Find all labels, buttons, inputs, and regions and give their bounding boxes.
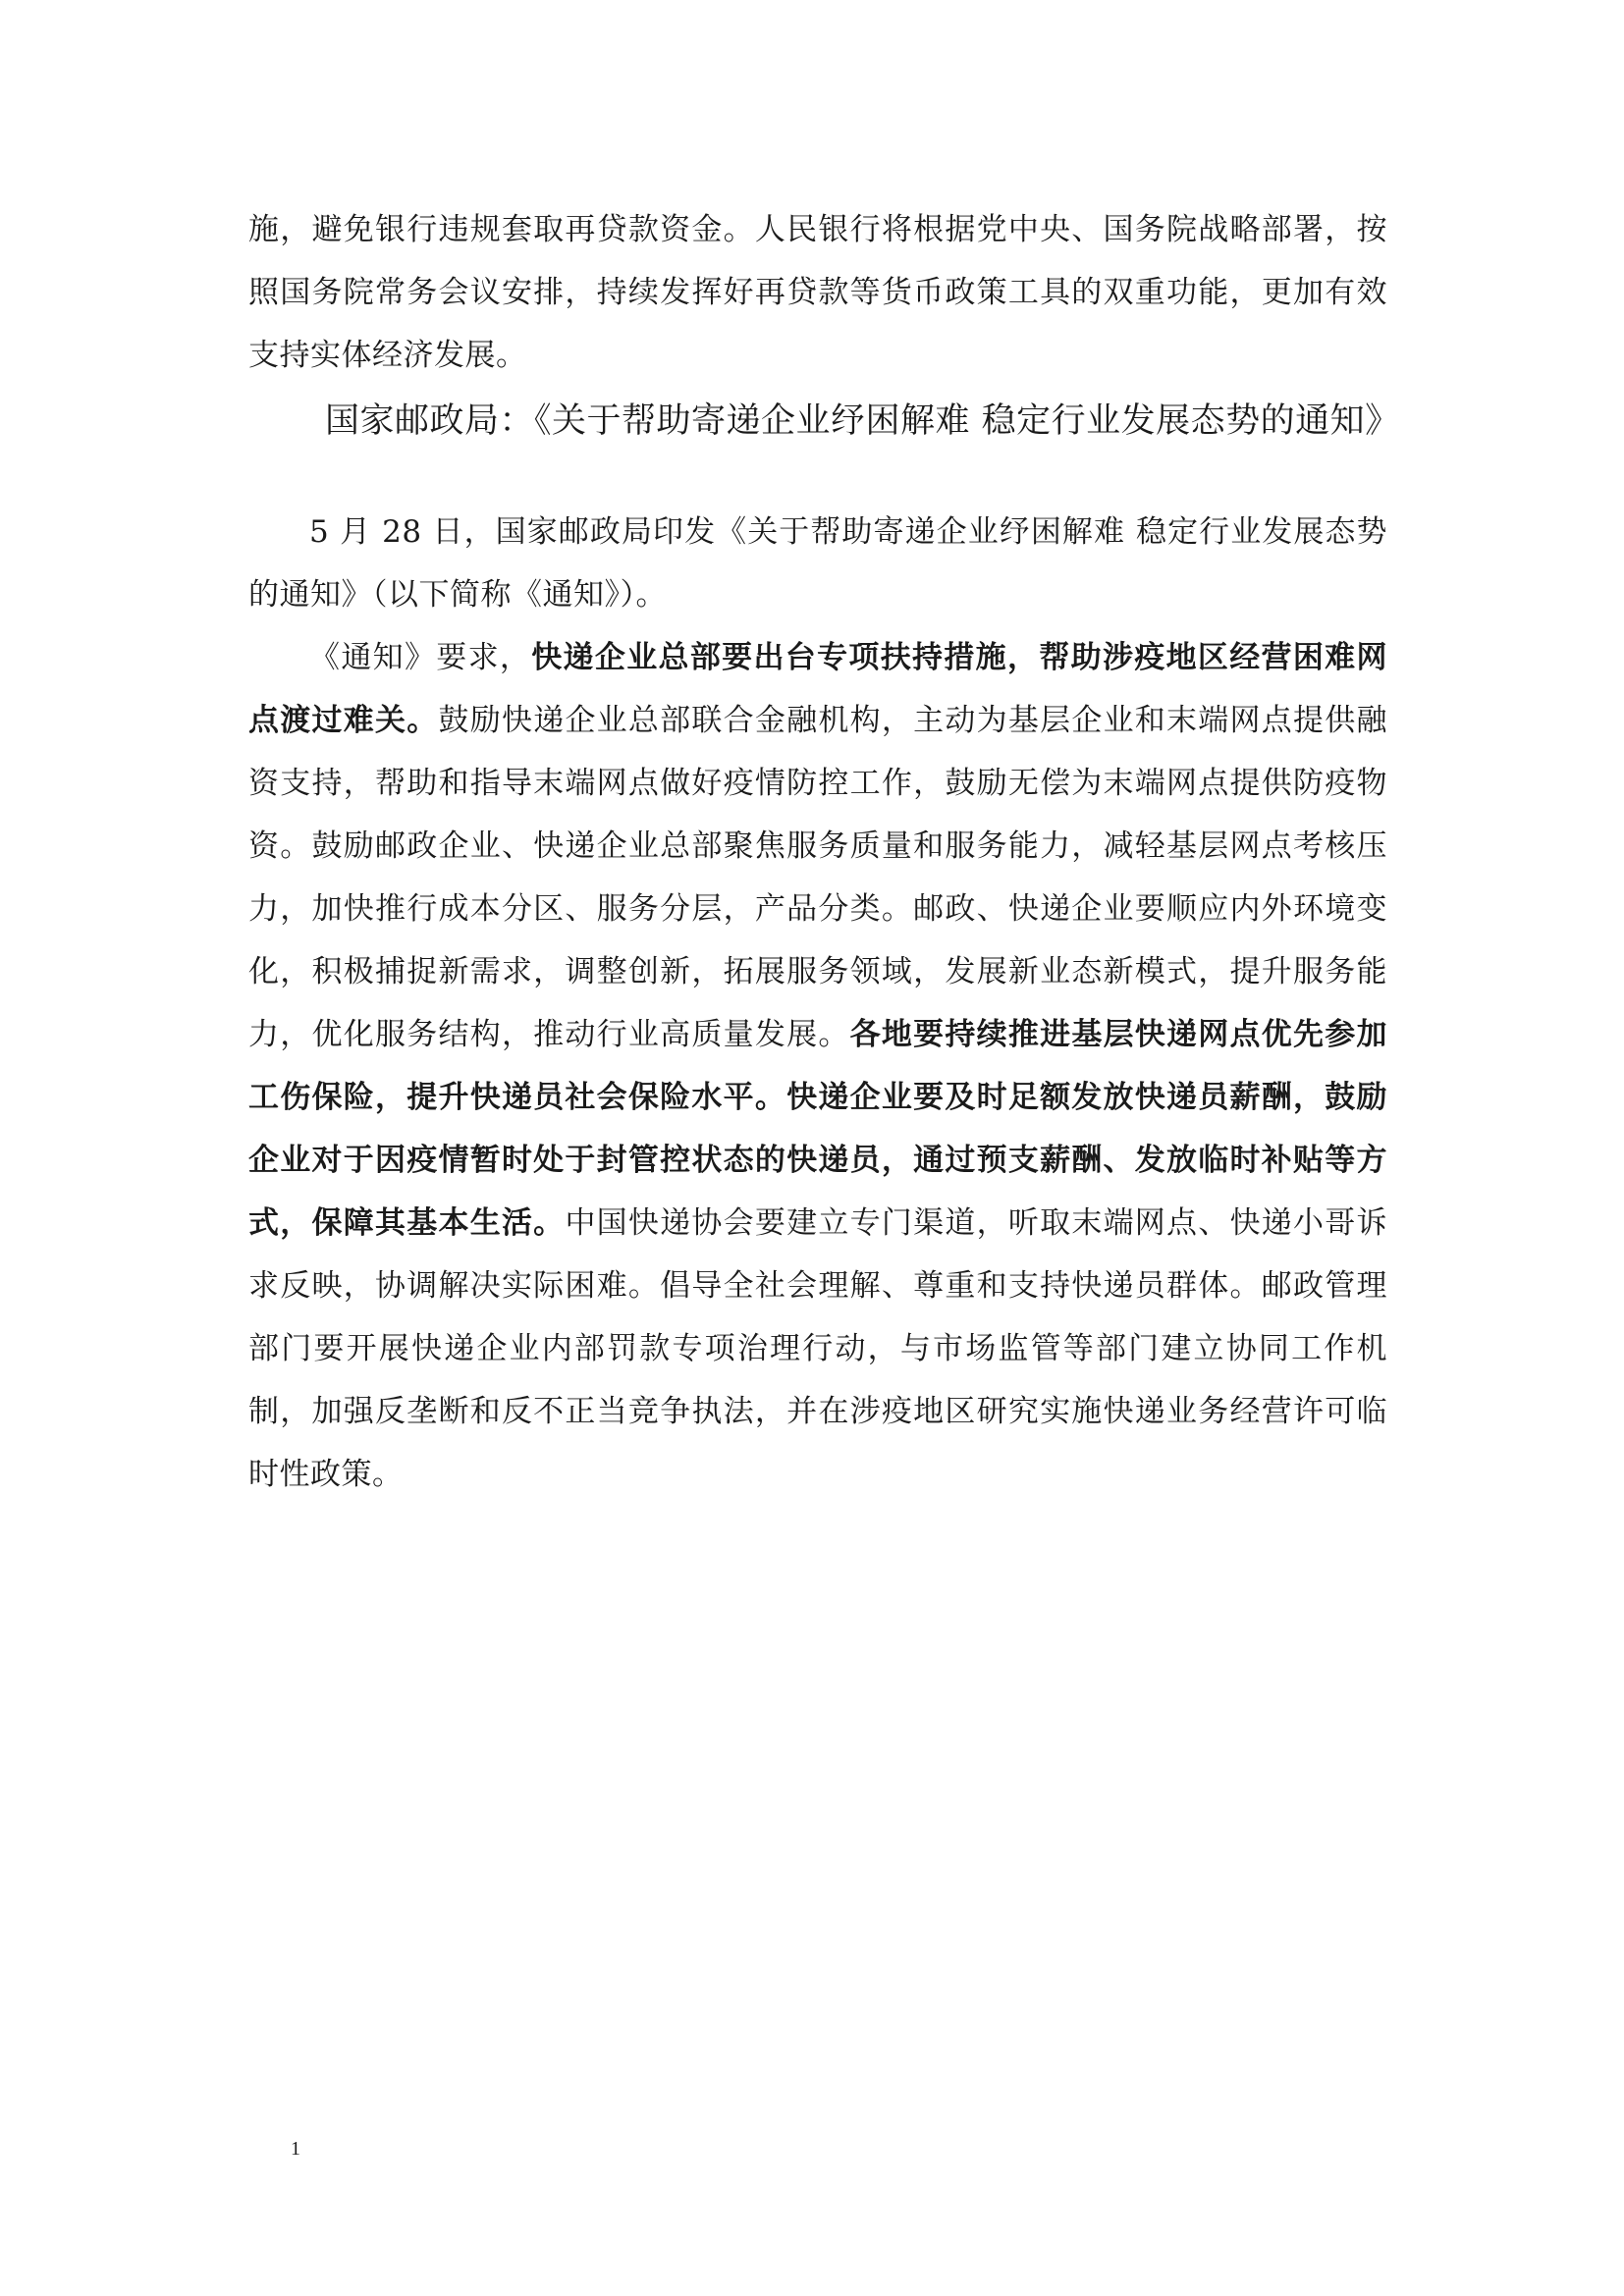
paragraph-2-closing: 中国快递协会要建立专门渠道，听取末端网点、快递小哥诉求反映，协调解决实际困难。倡导全社会理解、尊重和支持快递员群体。邮政管理部门要开展快递企业内部罚款专项治理行动，与市场监管等部门建立协同工作机制，加强反垄断和反不正当竞争执法，并在涉疫地区研究实施快递业务经营许可临时性政策。 (248, 1205, 1388, 1492)
intro-text-block (248, 198, 1387, 387)
paragraph-2-intro: 《通知》要求， (309, 640, 532, 675)
page-number: 1 (291, 2138, 300, 2160)
intro-paragraph: 施，避免银行违规套取再贷款资金。人民银行将根据党中央、国务院战略部署，按照国务院常务会议安排，持续发挥好再贷款等货币政策工具的双重功能，更加有效支持实体经济发展。 (248, 212, 1387, 373)
section-body (248, 501, 1387, 1506)
paragraph-2-encouragement: 鼓励快递企业总部联合金融机构，主动为基层企业和末端网点提供融资支持，帮助和指导末端网点做好疫情防控工作，鼓励无偿为末端网点提供防疫物资。鼓励邮政企业、快递企业总部聚焦服务质量和服务能力，减轻基层网点考核压力，加快推行成本分区、服务分层，产品分类。邮政、快递企业要顺应内外环境变化，积极捕捉新需求，调整创新，拓展服务领域，发展新业态新模式，提升服务能力，优化服务结构，推动行业高质量发展。 (248, 703, 1388, 1052)
paragraph-2-bold-insurance: 各地要持续推进基层快递网点优先参加工伤保险，提升快递员社会保险水平。快递企业要及时足额发放快递员薪酬，鼓励企业对于因疫情暂时处于封管控状态的快递员，通过预支薪酬、发放临时补贴等方式，保障其基本生活。 (248, 1017, 1388, 1241)
section-paragraph-1: 5 月 28 日，国家邮政局印发《关于帮助寄递企业纾困解难 稳定行业发展态势的通知》（以下简称《通知》）。 (248, 514, 1387, 613)
paragraph-2-bold-headquarters: 快递企业总部要出台专项扶持措施，帮助涉疫地区经营困难网点渡过难关。 (248, 640, 1388, 738)
section-heading: 国家邮政局：《关于帮助寄递企业纾困解难 稳定行业发展态势的通知》 (325, 401, 1400, 441)
section-paragraph-2 (248, 626, 1387, 1506)
